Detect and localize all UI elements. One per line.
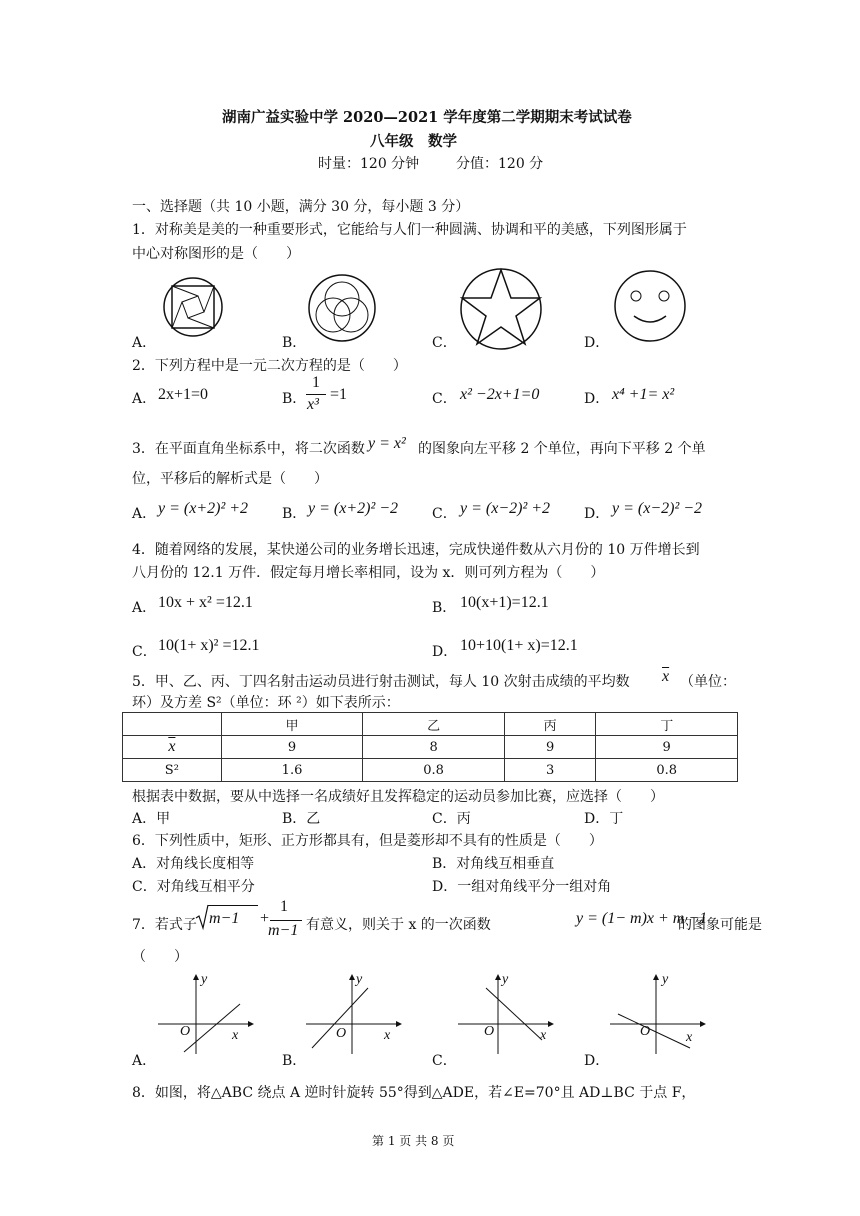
q7-option-c[interactable]: C． — [432, 1053, 457, 1069]
table-cell: 0.8 — [596, 759, 738, 782]
q4-option-c-expr: 10(1+ x)² =12.1 — [158, 637, 260, 654]
q3-option-a-expr: y = (x+2)² +2 — [158, 500, 249, 517]
table-cell: 9 — [504, 736, 596, 759]
q1-figure-a-icon — [158, 276, 228, 338]
section-heading: 一、选择题（共 10 小题，满分 30 分，每小题 3 分） — [132, 199, 470, 215]
q7-frac-den: m−1 — [268, 922, 299, 939]
q5-line1-a: 5．甲、乙、丙、丁四名射击运动员进行射击测试，每人 10 次射击成绩的平均数 — [132, 674, 630, 690]
graph-b-y-label: y — [356, 972, 363, 987]
q4-option-a-label[interactable]: A． — [132, 600, 157, 616]
q4-option-a-expr: 10x + x² =12.1 — [158, 594, 253, 611]
graph-c-origin: O — [484, 1024, 495, 1039]
table-cell: 1.6 — [221, 759, 363, 782]
fraction-bar — [270, 920, 302, 921]
q5-option-c[interactable]: C．丙 — [432, 811, 471, 827]
graph-b-x-label: x — [384, 1028, 391, 1043]
q2-stem: 2．下列方程中是一元二次方程的是（ ） — [132, 358, 407, 374]
exam-subtitle: 八年级 数学 — [370, 133, 457, 150]
q3-option-c-label[interactable]: C． — [432, 506, 457, 522]
table-header-cell: 丙 — [504, 713, 596, 736]
q1-figure-c-icon — [458, 266, 544, 350]
q7-line2: （ ） — [132, 949, 188, 965]
q2-option-c-label[interactable]: C． — [432, 391, 457, 407]
q5-line2: 环）及方差 S²（单位：环 ²）如下表所示： — [132, 695, 400, 711]
q5-after: 根据表中数据，要从中选择一名成绩好且发挥稳定的运动员参加比赛，应选择（ ） — [132, 789, 664, 805]
q7-mid: 有意义，则关于 x 的一次函数 — [306, 917, 491, 933]
q1-figure-d-icon — [612, 268, 688, 344]
table-header-cell: 甲 — [221, 713, 363, 736]
q2-option-b-rhs: =1 — [330, 386, 348, 403]
table-header-row — [123, 713, 738, 736]
graph-c-y-label: y — [502, 972, 509, 987]
q1-line1: 1．对称美是美的一种重要形式，它能给与人们一种圆满、协调和平的美感，下列图形属于 — [132, 222, 687, 238]
q2-option-b-label[interactable]: B． — [282, 391, 307, 407]
q2-option-d-label[interactable]: D． — [584, 391, 610, 407]
q1-option-d[interactable]: D． — [584, 335, 610, 351]
q5-stats-table — [122, 712, 738, 782]
exam-score: 分值：120 分 — [456, 156, 544, 172]
q7-option-a[interactable]: A． — [132, 1053, 157, 1069]
q1-option-a[interactable]: A． — [132, 335, 157, 351]
q3-option-d-expr: y = (x−2)² −2 — [612, 500, 703, 517]
q1-line2: 中心对称图形的是（ ） — [132, 246, 300, 262]
page-footer: 第 1 页 共 8 页 — [372, 1134, 455, 1148]
q1-figure-b-icon — [306, 272, 378, 344]
fraction-bar — [306, 394, 326, 395]
sqrt-bar — [208, 905, 258, 906]
q4-option-b-label[interactable]: B． — [432, 600, 457, 616]
q4-option-c-label[interactable]: C． — [132, 644, 157, 660]
table-header-cell — [123, 713, 222, 736]
q2-option-b-den: x³ — [307, 396, 319, 413]
graph-d-y-label: y — [662, 972, 669, 987]
q3-option-c-expr: y = (x−2)² +2 — [460, 500, 551, 517]
q7-frac-num: 1 — [280, 898, 288, 915]
exam-time: 时量：120 分钟 — [318, 156, 420, 172]
q4-option-d-label[interactable]: D． — [432, 644, 458, 660]
q4-option-b-expr: 10(x+1)=12.1 — [460, 594, 549, 611]
q7-plus: + — [260, 910, 270, 927]
graph-a-origin: O — [180, 1024, 191, 1039]
q6-option-d[interactable]: D．一组对角线平分一组对角 — [432, 879, 612, 895]
q2-option-c-expr: x² −2x+1=0 — [460, 386, 540, 403]
table-cell: 9 — [221, 736, 363, 759]
q6-option-b[interactable]: B．对角线互相垂直 — [432, 856, 555, 872]
graph-a-y-label: y — [201, 972, 208, 987]
graph-a-x-label: x — [232, 1028, 239, 1043]
table-header-cell: 乙 — [363, 713, 505, 736]
q7-post: 的图象可能是 — [678, 917, 762, 933]
graph-d-x-label: x — [686, 1030, 693, 1045]
q2-option-d-expr: x⁴ +1= x² — [612, 386, 675, 403]
q7-graph-d-icon — [610, 972, 710, 1056]
q3-option-d-label[interactable]: D． — [584, 506, 610, 522]
q2-option-b-num: 1 — [312, 374, 320, 391]
exam-title: 湖南广益实验中学 2020—2021 学年度第二学期期末考试试卷 — [222, 109, 632, 126]
table-row-label: $\overline{x}$ — [123, 736, 222, 759]
q1-option-c[interactable]: C． — [432, 335, 457, 351]
q5-line1-b: （单位： — [680, 674, 736, 690]
table-header-cell: 丁 — [596, 713, 738, 736]
q3-line1-math: y = x² — [368, 435, 406, 452]
table-cell: 0.8 — [363, 759, 505, 782]
q7-graph-a-icon — [158, 972, 258, 1056]
table-cell: 9 — [596, 736, 738, 759]
q1-option-b[interactable]: B． — [282, 335, 307, 351]
q8-line1: 8．如图，将△ABC 绕点 A 逆时针旋转 55°得到△ADE，若∠E=70°且 AD⊥BC 于点 F， — [132, 1085, 696, 1101]
q3-option-b-label[interactable]: B． — [282, 506, 307, 522]
q2-option-a-label[interactable]: A． — [132, 391, 157, 407]
table-row — [123, 736, 738, 759]
q5-option-b[interactable]: B．乙 — [282, 811, 321, 827]
q7-option-d[interactable]: D． — [584, 1053, 610, 1069]
q3-line2: 位，平移后的解析式是（ ） — [132, 471, 328, 487]
q5-option-a[interactable]: A．甲 — [132, 811, 171, 827]
q7-sqrt-body: m−1 — [209, 910, 240, 927]
q5-line1-mean: $\overline{x}$ — [662, 668, 670, 685]
graph-d-origin: O — [640, 1024, 651, 1039]
q4-line2: 八月份的 12.1 万件．假定每月增长率相同，设为 x．则可列方程为（ ） — [132, 565, 605, 581]
q7-pre: 7．若式子 — [132, 917, 197, 933]
q3-line1-b: 的图象向左平移 2 个单位，再向下平移 2 个单 — [418, 441, 706, 457]
table-row-label: S² — [123, 759, 222, 782]
q6-option-a[interactable]: A．对角线长度相等 — [132, 856, 255, 872]
graph-c-x-label: x — [540, 1028, 547, 1043]
q6-stem: 6．下列性质中，矩形、正方形都具有，但是菱形却不具有的性质是（ ） — [132, 833, 603, 849]
q3-option-b-expr: y = (x+2)² −2 — [308, 500, 399, 517]
table-cell: 3 — [504, 759, 596, 782]
q7-func: y = (1− m)x + m −1 — [576, 910, 708, 927]
q2-option-a-expr: 2x+1=0 — [158, 386, 209, 403]
table-row — [123, 759, 738, 782]
q6-option-c[interactable]: C．对角线互相平分 — [132, 879, 255, 895]
q4-line1: 4．随着网络的发展，某快递公司的业务增长迅速，完成快递件数从六月份的 10 万件增长到 — [132, 542, 700, 558]
q4-option-d-expr: 10+10(1+ x)=12.1 — [460, 637, 578, 654]
q3-line1-a: 3．在平面直角坐标系中，将二次函数 — [132, 441, 365, 457]
sqrt-sign-icon — [196, 904, 208, 930]
table-cell: 8 — [363, 736, 505, 759]
graph-b-origin: O — [336, 1026, 347, 1041]
q3-option-a-label[interactable]: A． — [132, 506, 157, 522]
q7-option-b[interactable]: B． — [282, 1053, 307, 1069]
q5-option-d[interactable]: D．丁 — [584, 811, 624, 827]
